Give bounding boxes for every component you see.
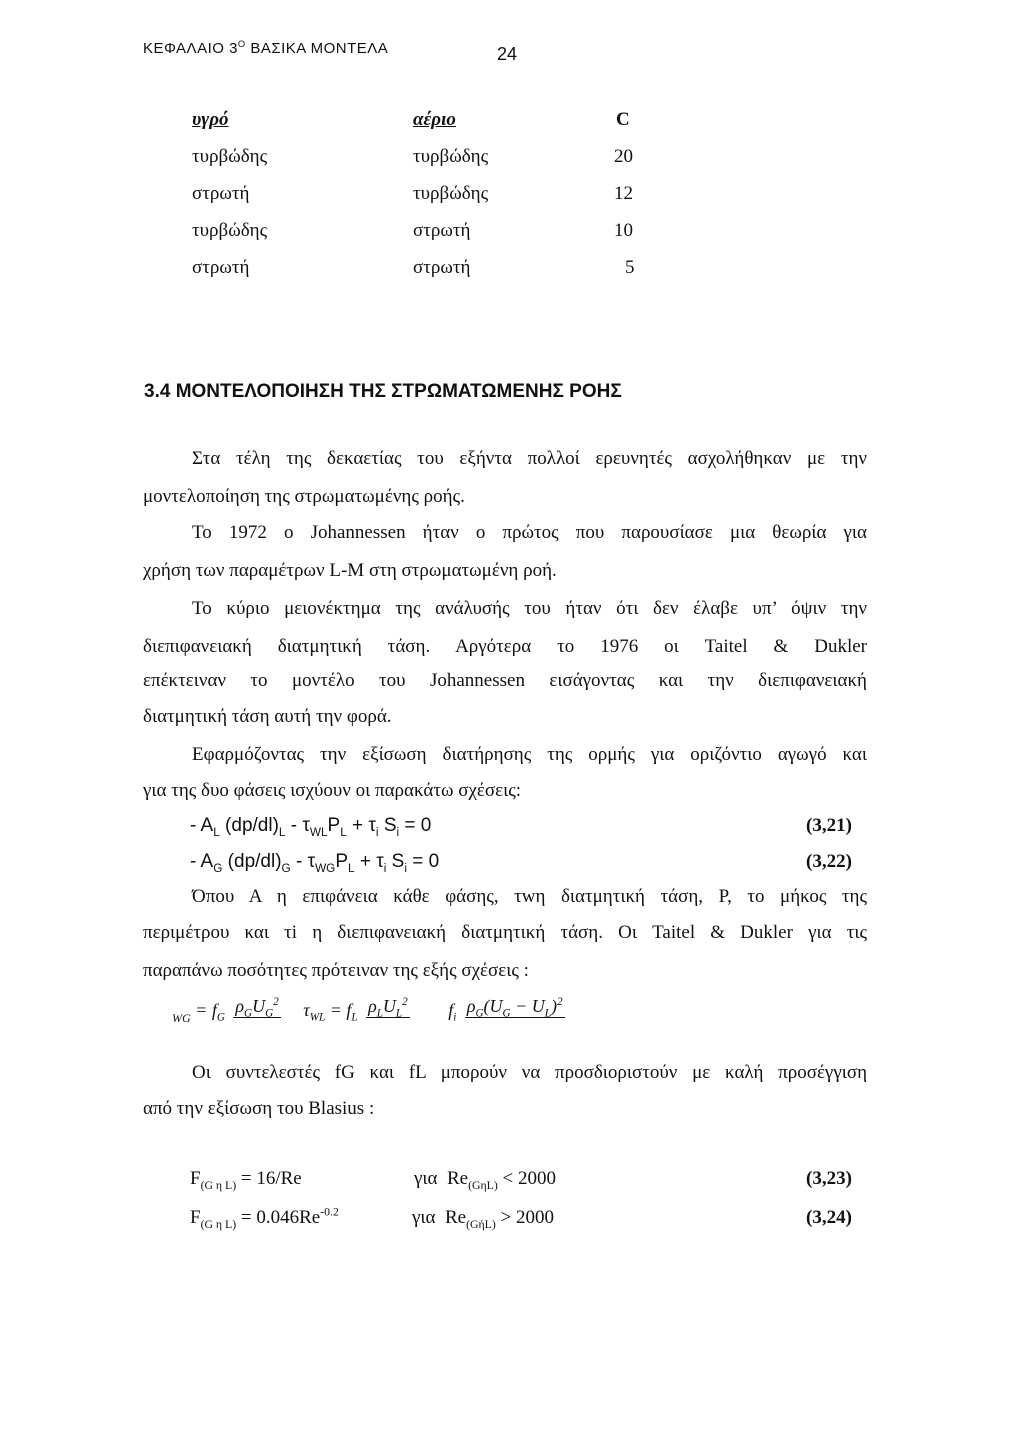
paragraph-line: μοντελοποίηση της στρωματωμένης ροής. [143,486,465,507]
table-cell: τυρβώδης [192,146,268,167]
table-cell: τυρβώδης [413,146,489,167]
equation-number: (3,23) [806,1168,852,1189]
table-cell: 5 [625,257,635,278]
equation-number: (3,22) [806,851,852,872]
paragraph-line: από την εξίσωση του Blasius : [143,1098,375,1119]
running-header [143,40,388,57]
paragraph-line: Το κύριο μειονέκτημα της ανάλυσής του ήταν ότι δεν έλαβε υπ’ όψιν την [192,598,867,619]
equation-number: (3,21) [806,815,852,836]
equation-3-23-lhs: $F_{(G \eta L)} = 16/Re$ [190,1168,302,1192]
section-heading: 3.4 ΜΟΝΤΕΛΟΠΟΙΗΣΗ ΤΗΣ ΣΤΡΩΜΑΤΩΜΕΝΗΣ ΡΟΗΣ [144,381,622,402]
chapter-title: ΒΑΣΙΚΑ ΜΟΝΤΕΛΑ [250,40,389,57]
table-header-c: C [616,109,630,130]
paragraph-line: διεπιφανειακή διατμητική τάση. Αργότερα το 1976 οι Taitel & Dukler [143,636,867,657]
paragraph-line: επέκτειναν το μοντέλο του Johannessen εισάγοντας και την διεπιφανειακή [143,670,867,691]
paragraph-line: Στα τέλη της δεκαετίας του εξήντα πολλοί ερευνητές ασχολήθηκαν με την [192,448,867,469]
equation-3-23-condition: για $Re_{(G\eta L)} < 2000$ [414,1168,556,1192]
paragraph-line: Το 1972 ο Johannessen ήταν ο πρώτος που παρουσίασε μια θεωρία για [192,522,867,543]
equation-3-21: - $A_L$ $(dp/dl)_L - \tau_{WL}P_L + \tau_i$ $S_i = 0$ [190,815,432,839]
paragraph-line: Όπου Α η επιφάνεια κάθε φάσης, τwη διατμητική τάση, Ρ, το μήκος της [192,886,867,907]
table-cell: 10 [614,220,633,241]
table-header-gas: αέριο [413,109,456,130]
chapter-label: ΚΕΦΑΛΑΙΟ 3 [143,40,238,57]
paragraph-line: Οι συντελεστές fG και fL μπορούν να προσδιοριστούν με καλή προσέγγιση [192,1062,867,1083]
table-cell: στρωτή [413,220,471,241]
table-cell: 20 [614,146,633,167]
table-cell: τυρβώδης [413,183,489,204]
table-cell: στρωτή [192,183,250,204]
table-cell: στρωτή [413,257,471,278]
equation-3-24-condition: για $Re_{(GήL)} > 2000$ [412,1207,554,1231]
shear-stress-relations: $_{WG} = f_G$ $\rho_GU_G^2$ $\tau_{WL} = f_L$ $\rho_LU_L^2$ $f_i$ $\rho_G(U_G - U_L)^2$ [172,996,563,1026]
paragraph-line: για της δυο φάσεις ισχύουν οι παρακάτω σχέσεις: [143,780,522,801]
paragraph-line: διατμητική τάση αυτή την φορά. [143,706,392,727]
equation-number: (3,24) [806,1207,852,1228]
paragraph-line: παραπάνω ποσότητες πρότειναν της εξής σχέσεις : [143,960,529,981]
paragraph-line: χρήση των παραμέτρων L-M στη στρωματωμένη ροή. [143,560,557,581]
paragraph-line: περιμέτρου και τi η διεπιφανειακή διατμητική τάση. Οι Taitel & Dukler για τις [143,922,867,943]
chapter-superscript: Ο [237,39,246,49]
table-header-liquid: υγρό [192,109,229,130]
equation-3-24-lhs: $F_{(G \eta L)} = 0.046Re^{-0.2}$ [190,1205,339,1231]
page-number: 24 [497,44,518,64]
table-cell: τυρβώδης [192,220,268,241]
equation-3-22: - $A_G$ $(dp/dl)_G - \tau_{WG}P_L + \tau_i$ $S_i = 0$ [190,851,440,875]
table-cell: 12 [614,183,633,204]
table-cell: στρωτή [192,257,250,278]
paragraph-line: Εφαρμόζοντας την εξίσωση διατήρησης της ορμής για οριζόντιο αγωγό και [192,744,867,765]
